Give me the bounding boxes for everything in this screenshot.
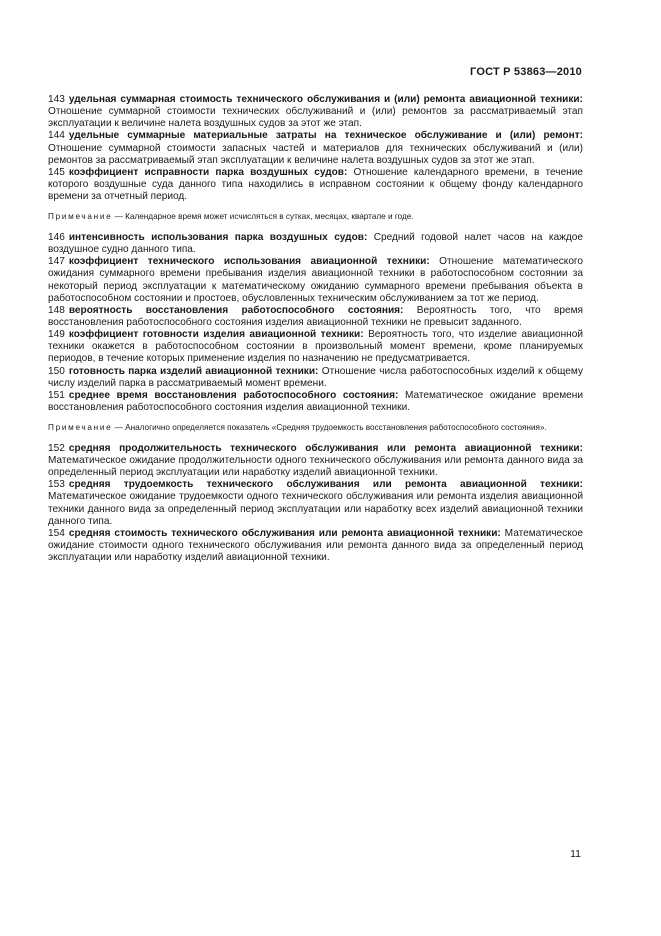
term-entry-152 bbox=[48, 443, 583, 479]
term-title: коэффициент технического использования авиационной техники: bbox=[68, 256, 430, 268]
term-number: 143 bbox=[48, 94, 65, 105]
note-text: — Календарное время может исчисляться в сутках, месяцах, квартале и годе. bbox=[112, 212, 414, 222]
term-definition: Средний годовой налет часов на каждое воздушное судно данного типа. bbox=[48, 231, 584, 256]
page-number: 11 bbox=[570, 848, 581, 860]
term-definition: Отношение календарного времени, в течение которого воздушные суда данного типа находились в исправном состоянии к общему фонду календарного времени за отчетный период. bbox=[48, 166, 584, 203]
term-entry-151 bbox=[48, 390, 583, 414]
term-title: средняя продолжительность технического обслуживания или ремонта авиационной техники: bbox=[68, 442, 583, 454]
note-2 bbox=[48, 423, 583, 434]
term-entry-147 bbox=[48, 256, 583, 305]
term-number: 150 bbox=[48, 365, 65, 377]
term-entry-148 bbox=[48, 305, 583, 329]
term-entry-153 bbox=[48, 479, 583, 528]
term-title: коэффициент готовности изделия авиационной техники: bbox=[68, 329, 364, 341]
term-number: 145 bbox=[48, 166, 65, 178]
term-definition: Математическое ожидание продолжительности одного технического обслуживания или ремонта данного вида за определенный период эксплуатации или наработку изделий авиационной техники. bbox=[48, 454, 583, 479]
term-title: средняя трудоемкость технического обслуживания или ремонта авиационной техники: bbox=[68, 479, 583, 491]
term-entry-143 bbox=[48, 94, 583, 130]
term-title: средняя стоимость технического обслуживания или ремонта авиационной техники: bbox=[68, 527, 501, 539]
term-definition: Математическое ожидание стоимости одного технического обслуживания или ремонта данного вида за определенный период эксплуатации или наработку изделий авиационной техники. bbox=[48, 527, 583, 564]
term-number: 151 bbox=[48, 389, 65, 401]
term-number: 152 bbox=[48, 442, 65, 454]
term-entry-145 bbox=[48, 167, 583, 203]
terms-content bbox=[48, 94, 583, 564]
terms-group-2 bbox=[48, 232, 583, 414]
term-definition: Математическое ожидание времени восстановления работоспособного состояния изделия авиационной техники. bbox=[48, 389, 583, 414]
term-definition: Отношение математического ожидания суммарного времени пребывания изделия авиационной техники в работоспособном состоянии за некоторый период эксплуатации к математическому ожиданию суммарного времени пребывания объекта в работоспособном состоянии и простоев, обусловленных техническим обслуживанием за тот же период. bbox=[48, 256, 584, 304]
terms-group-1 bbox=[48, 94, 583, 203]
term-number: 147 bbox=[48, 256, 65, 268]
term-title: удельная суммарная стоимость технического обслуживания и (или) ремонта авиационной техники: bbox=[68, 94, 583, 105]
term-definition: Отношение числа работоспособных изделий к общему числу изделий парка в рассматриваемый момент времени. bbox=[48, 365, 583, 389]
term-title: среднее время восстановления работоспособного состояния: bbox=[68, 389, 399, 401]
term-entry-150 bbox=[48, 366, 583, 390]
term-number: 144 bbox=[48, 130, 65, 142]
term-definition: Вероятность того, что время восстановления работоспособного состояния изделия авиационной техники не превысит заданного. bbox=[48, 304, 583, 328]
term-number: 154 bbox=[48, 527, 65, 539]
term-number: 148 bbox=[48, 304, 65, 316]
term-title: интенсивность использования парка воздушных судов: bbox=[68, 231, 368, 243]
term-title: вероятность восстановления работоспособного состояния: bbox=[68, 304, 404, 316]
term-entry-154 bbox=[48, 528, 583, 564]
term-title: удельные суммарные материальные затраты на техническое обслуживание и (или) ремонт: bbox=[68, 130, 583, 142]
standard-header: ГОСТ Р 53863—2010 bbox=[470, 66, 582, 78]
term-number: 146 bbox=[48, 231, 65, 243]
term-definition: Отношение суммарной стоимости запасных частей и материалов для технических обслуживаний и (или) ремонтов за рассматриваемый этап эксплуатации к величине налета воздушных судов за этот же этап. bbox=[48, 142, 583, 166]
term-definition: Вероятность того, что изделие авиационной техники окажется в работоспособном состоянии в произвольный момент времени, кроме планируемых периодов, в течение которых применение изделия по назначению не предусматривается. bbox=[48, 329, 584, 365]
term-number: 149 bbox=[48, 329, 65, 341]
term-entry-144 bbox=[48, 130, 583, 166]
note-1 bbox=[48, 212, 583, 223]
term-title: коэффициент исправности парка воздушных судов: bbox=[68, 166, 348, 178]
term-title: готовность парка изделий авиационной техники: bbox=[68, 365, 319, 377]
note-text: — Аналогично определяется показатель «Средняя трудоемкость восстановления работоспособного состояния». bbox=[112, 423, 547, 433]
note-label: Примечание bbox=[48, 423, 113, 433]
term-number: 153 bbox=[48, 479, 65, 491]
term-definition: Отношение суммарной стоимости технических обслуживаний и (или) ремонтов за рассматриваемый этап эксплуатации к величине налета воздушных судов за этот же этап. bbox=[48, 106, 583, 130]
term-definition: Математическое ожидание трудоемкости одного технического обслуживания или ремонта изделия авиационной техники данного вида за определенный период эксплуатации или наработку всех изделий авиационной техники данного типа. bbox=[48, 491, 583, 527]
terms-group-3 bbox=[48, 443, 583, 565]
note-label: Примечание bbox=[48, 212, 113, 222]
term-entry-146 bbox=[48, 232, 583, 256]
term-entry-149 bbox=[48, 329, 583, 365]
